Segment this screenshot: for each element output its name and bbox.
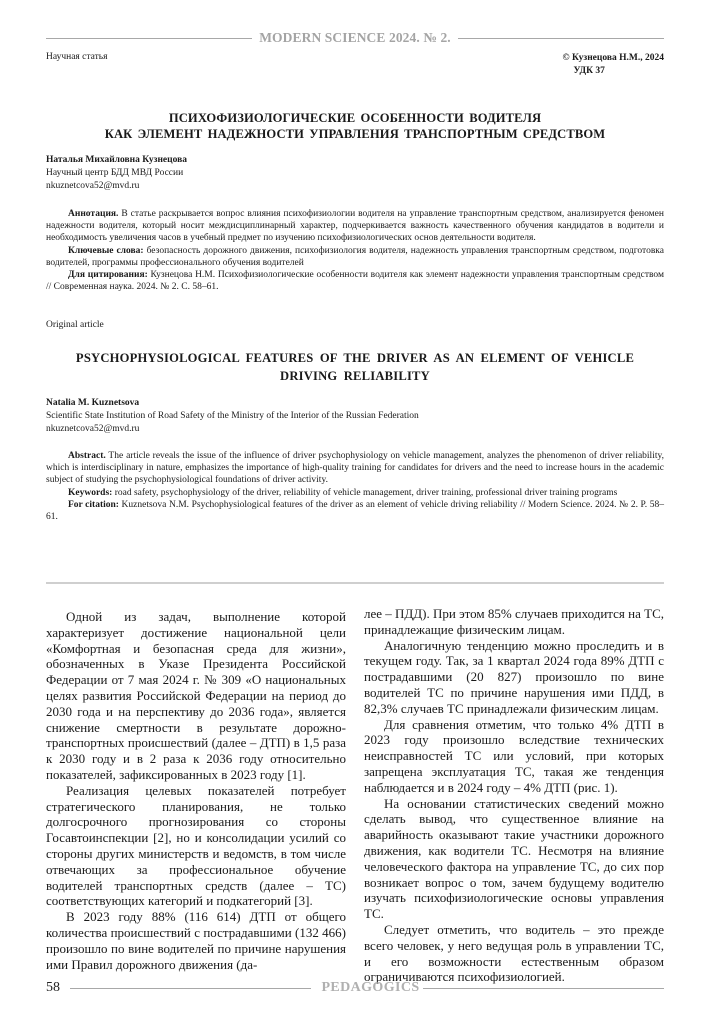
abstract-block-en xyxy=(46,450,664,523)
article-title-en xyxy=(46,349,664,385)
citation-text-en: Kuznetsova N.M. Psychophysiological features of the driver as an element of vehicle driving reliability // Modern Science. 2024. № 2. P. 58–61. xyxy=(46,499,664,523)
author-email-ru[interactable]: nkuznetcova52@mvd.ru xyxy=(46,181,140,191)
body-column-right xyxy=(364,606,664,985)
title-en-line1: PSYCHOPHYSIOLOGICAL FEATURES OF THE DRIVER AS AN ELEMENT OF VEHICLE xyxy=(75,351,635,365)
udk-code: УДК 37 xyxy=(573,66,605,76)
header-rule-left xyxy=(46,38,252,39)
body-paragraph: На основании статистических сведений можно сделать вывод, что существенное влияние на аварийность оказывают такие участники дорожного движения, как водители ТС. Несмотря на влияние человеческого фактора на управление ТС, до сих пор возникает вопрос о том, зачем будущему водителю изучать психофизиологические основы управления ТС. xyxy=(364,795,664,922)
author-block-en xyxy=(46,397,419,436)
citation-label-ru: Для цитирования: xyxy=(68,270,148,281)
keywords-label-ru: Ключевые слова: xyxy=(68,245,144,256)
keywords-ru xyxy=(46,245,664,269)
body-paragraph: Аналогичную тенденцию можно проследить и в текущем году. Так, за 1 квартал 2024 года 89% ДТП с пострадавшими (20 827) произошло по вине водителей ТС по причине нарушения ими ПДД, в 82,3% случаев ТС принадлежали физическим лицам. xyxy=(364,637,664,716)
author-email-en[interactable]: nkuznetcova52@mvd.ru xyxy=(46,424,140,434)
abstract-ru xyxy=(46,208,664,245)
title-ru-line2: КАК ЭЛЕМЕНТ НАДЕЖНОСТИ УПРАВЛЕНИЯ ТРАНСПОРТНЫМ СРЕДСТВОМ xyxy=(104,127,606,141)
section-name: PEDAGOGICS xyxy=(321,980,420,995)
page-number: 58 xyxy=(46,980,60,995)
header-rule-right xyxy=(458,38,664,39)
title-en-line2: DRIVING RELIABILITY xyxy=(280,369,430,383)
abstract-en xyxy=(46,450,664,487)
section-divider xyxy=(46,582,664,584)
body-paragraph: Реализация целевых показателей потребует стратегического планирования, не только долгосрочного прогнозирования со стороны Госавтоинспекции [2], но и консолидации усилий со стороны других министерств и ведомств, в том числе отвечающих за профессиональное обучение водителей транспортных средств (далее – ТС) соответствующих категорий и подкатегорий [3]. xyxy=(46,782,346,909)
body-paragraph: Одной из задач, выполнение которой характеризует достижение национальной цели «Комфортная и безопасная среда для жизни», обозначенных в Указе Президента Российской Федерации от 7 мая 2024 г. № 309 «О национальных целях развития Российской Федерации на период до 2030 года и на перспективу до 2036 года», является снижение смертности в результате дорожно-транспортных происшествий (далее – ДТП) в 1,5 раза к 2030 году и в 2 раза к 2036 году относительно показателей, зафиксированных в 2023 году [1]. xyxy=(46,609,346,782)
keywords-en xyxy=(46,487,664,499)
running-footer xyxy=(46,979,664,997)
abstract-label-ru: Аннотация. xyxy=(68,209,119,219)
author-affiliation-ru: Научный центр БДД МВД России xyxy=(46,168,184,178)
copyright-block xyxy=(563,52,664,78)
author-name-en: Natalia M. Kuznetsova xyxy=(46,398,140,408)
article-type-ru: Научная статья xyxy=(46,52,108,62)
keywords-text-ru: безопасность дорожного движения, психофизиология водителя, надежность управления транспортным средством, подготовка водителей, программы профессионального обучения водителей xyxy=(46,245,664,268)
citation-text-ru: Кузнецова Н.М. Психофизиологические особенности водителя как элемент надежности управления транспортным средством // Современная наука. 2024. № 2. С. 58–61. xyxy=(46,270,664,293)
body-paragraph: Следует отметить, что водитель – это прежде всего человек, у него ведущая роль в управлении ТС, и его возможности естественным образом ограничиваются психофизиологией. xyxy=(364,921,664,985)
abstract-label-en: Abstract. xyxy=(68,451,106,461)
abstract-text-ru: В статье раскрывается вопрос влияния психофизиологии водителя на управление транспортным средством, анализируется феномен надежности водителя, который носит междисциплинарный характер, подчеркивается важность качественного обучения кандидатов в водители и необходимость увеличения часов в учебный предмет по изучению психофизиологических основ деятельности водителя. xyxy=(46,209,664,244)
title-ru-line1: ПСИХОФИЗИОЛОГИЧЕСКИЕ ОСОБЕННОСТИ ВОДИТЕЛЯ xyxy=(168,111,542,125)
journal-issue-title: MODERN SCIENCE 2024. № 2. xyxy=(259,30,451,45)
body-column-left xyxy=(46,609,346,972)
article-type-en: Original article xyxy=(46,320,104,330)
keywords-text-en: road safety, psychophysiology of the driver, reliability of vehicle management, driver training, professional driver training programs xyxy=(112,487,618,498)
author-block-ru xyxy=(46,154,187,193)
article-title-ru xyxy=(46,110,664,142)
body-paragraph: В 2023 году 88% (116 614) ДТП от общего количества происшествий с пострадавшими (132 466) произошло по вине водителей по причине нарушения ими Правил дорожного движения (да- xyxy=(46,909,346,972)
author-affiliation-en: Scientific State Institution of Road Safety of the Ministry of the Interior of the Russian Federation xyxy=(46,411,419,421)
footer-rule-right xyxy=(423,988,664,989)
abstract-block-ru xyxy=(46,208,664,293)
abstract-text-en: The article reveals the issue of the influence of driver psychophysiology on vehicle management, analyzes the phenomenon of driver reliability, which is interdisciplinary in nature, emphasizes the importance of high-quality training for candidates for drivers and the need to increase hours in the academic subject of studying the psychophysiological foundations of driver activity. xyxy=(46,451,664,486)
footer-rule-left xyxy=(70,988,311,989)
author-name-ru: Наталья Михайловна Кузнецова xyxy=(46,155,188,165)
citation-ru xyxy=(46,269,664,293)
body-paragraph: Для сравнения отметим, что только 4% ДТП в 2023 году произошло вследствие технических неисправностей ТС или условий, при которых запрещена эксплуатация ТС, такая же тенденция наблюдается и в 2024 году – 4% ДТП (рис. 1). xyxy=(364,716,664,795)
running-header xyxy=(46,30,664,46)
copyright: © Кузнецова Н.М., 2024 xyxy=(562,53,664,63)
citation-en xyxy=(46,499,664,523)
citation-label-en: For citation: xyxy=(68,499,119,510)
body-paragraph-continuation: лее – ПДД). При этом 85% случаев приходится на ТС, принадлежащие физическим лицам. xyxy=(364,606,664,637)
keywords-label-en: Keywords: xyxy=(68,487,113,498)
